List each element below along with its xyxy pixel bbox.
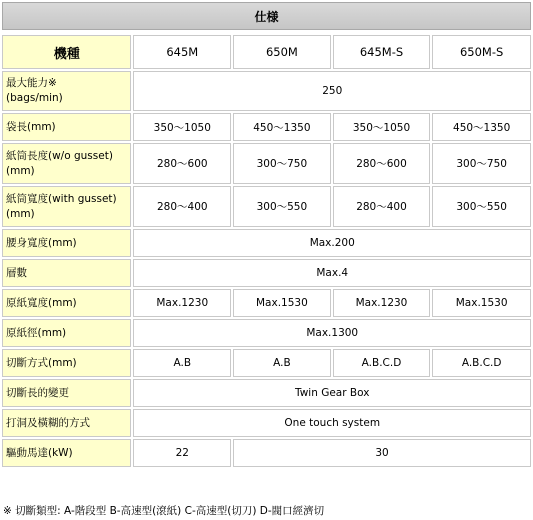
label-cutting-method: 切斷方式(mm) (2, 349, 131, 377)
row-width-wo-gusset (2, 143, 531, 184)
value-width-with-gusset-650m: 300～550 (233, 186, 331, 227)
value-length-change: Twin Gear Box (133, 379, 531, 407)
value-cutting-method-645m: A.B (133, 349, 231, 377)
row-plies (2, 259, 531, 287)
value-bag-length-650m-s: 450～1350 (432, 113, 531, 141)
label-perforation: 打洞及橫糊的方式 (2, 409, 131, 437)
label-plies: 層數 (2, 259, 131, 287)
footnote: ※ 切斷類型: A-階段型 B-高速型(滾紙) C-高速型(切刀) D-閥口經濟切 (3, 505, 325, 517)
label-max-capacity: 最大能力※ (bags/min) (2, 71, 131, 111)
spec-panel (2, 2, 531, 469)
label-width-wo-gusset: 紙筒長度(w/o gusset) (mm) (2, 143, 131, 184)
value-roll-diameter: Max.1300 (133, 319, 531, 347)
model-650m: 650M (233, 35, 331, 69)
row-roll-diameter (2, 319, 531, 347)
row-perforation (2, 409, 531, 437)
label-bag-length: 袋長(mm) (2, 113, 131, 141)
value-bag-length-645m-s: 350～1050 (333, 113, 431, 141)
value-cutting-method-650m: A.B (233, 349, 331, 377)
value-bag-length-645m: 350～1050 (133, 113, 231, 141)
label-length-change: 切斷長的變更 (2, 379, 131, 407)
value-width-wo-gusset-650m-s: 300～750 (432, 143, 531, 184)
value-cutting-method-650m-s: A.B.C.D (432, 349, 531, 377)
label-gusset-width: 腰身寬度(mm) (2, 229, 131, 257)
label-width-with-gusset: 紙筒寬度(with gusset) (mm) (2, 186, 131, 227)
value-max-capacity: 250 (133, 71, 531, 111)
label-roll-diameter: 原紙徑(mm) (2, 319, 131, 347)
row-paper-width (2, 289, 531, 317)
label-motor: 驅動馬達(kW) (2, 439, 131, 467)
row-max-capacity (2, 71, 531, 111)
model-header-label: 機種 (2, 35, 131, 69)
model-650m-s: 650M-S (432, 35, 531, 69)
spec-title-bar (2, 2, 531, 30)
value-bag-length-650m: 450～1350 (233, 113, 331, 141)
value-paper-width-645m: Max.1230 (133, 289, 231, 317)
header-row (2, 35, 531, 69)
row-cutting-method (2, 349, 531, 377)
row-width-with-gusset (2, 186, 531, 227)
value-paper-width-650m: Max.1530 (233, 289, 331, 317)
value-perforation: One touch system (133, 409, 531, 437)
spec-title: 仕様 (254, 9, 279, 24)
value-width-wo-gusset-650m: 300～750 (233, 143, 331, 184)
value-width-wo-gusset-645m: 280～600 (133, 143, 231, 184)
row-bag-length (2, 113, 531, 141)
value-plies: Max.4 (133, 259, 531, 287)
model-645m-s: 645M-S (333, 35, 431, 69)
value-width-with-gusset-645m-s: 280～400 (333, 186, 431, 227)
value-cutting-method-645m-s: A.B.C.D (333, 349, 431, 377)
value-width-with-gusset-645m: 280～400 (133, 186, 231, 227)
value-paper-width-650m-s: Max.1530 (432, 289, 531, 317)
row-motor (2, 439, 531, 467)
value-gusset-width: Max.200 (133, 229, 531, 257)
value-width-wo-gusset-645m-s: 280～600 (333, 143, 431, 184)
row-length-change (2, 379, 531, 407)
model-645m: 645M (133, 35, 231, 69)
spec-table (0, 33, 533, 469)
label-paper-width: 原紙寬度(mm) (2, 289, 131, 317)
value-motor-645m: 22 (133, 439, 231, 467)
value-motor-others: 30 (233, 439, 531, 467)
row-gusset-width (2, 229, 531, 257)
value-paper-width-645m-s: Max.1230 (333, 289, 431, 317)
value-width-with-gusset-650m-s: 300～550 (432, 186, 531, 227)
